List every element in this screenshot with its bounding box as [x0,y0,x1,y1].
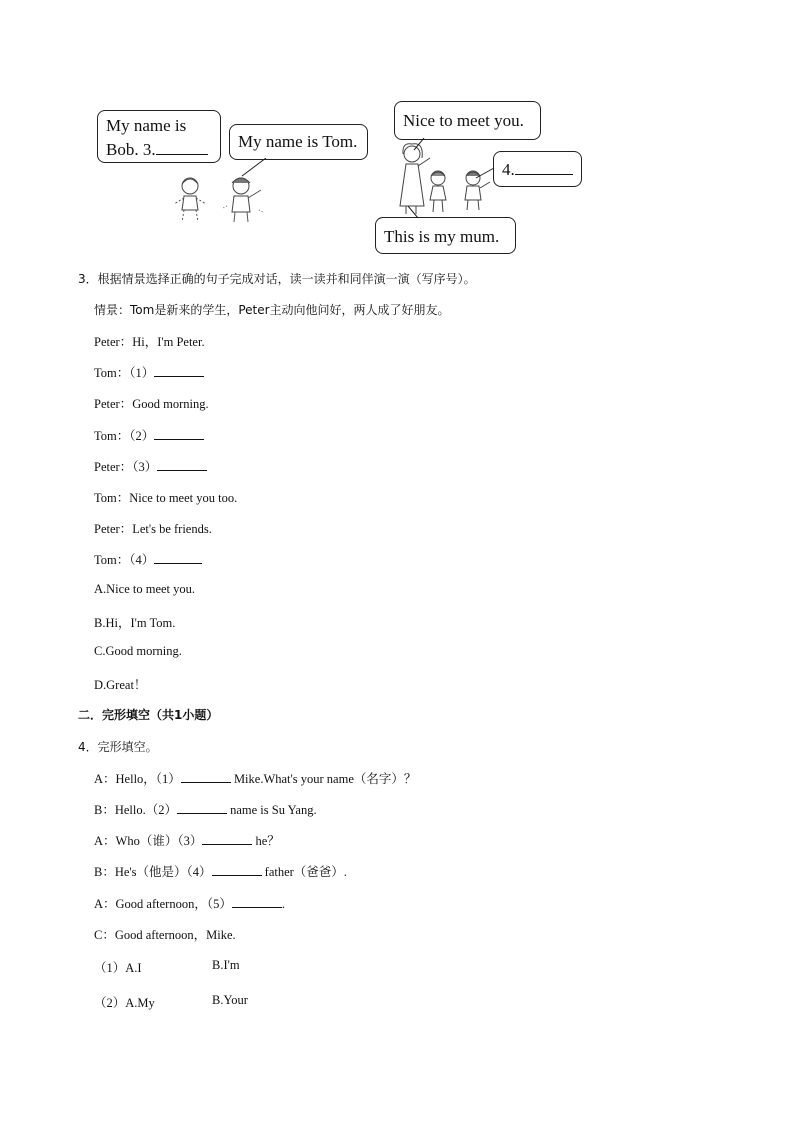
dialogue-line: Tom：（4） [94,550,202,568]
q4-heading: 4．完形填空。 [78,740,158,754]
choice-1a: （1）A.I [94,961,142,975]
pointer-line-four [474,166,496,180]
choice-row-2 [94,993,394,1011]
answer-blank[interactable] [157,458,207,471]
pointer-line-mum [404,206,424,220]
answer-blank[interactable] [202,832,252,845]
speech-bubble-tom [229,124,368,160]
dialogue-line: Tom：Nice to meet you too. [94,491,238,505]
choice-2b: B.Your [212,993,248,1007]
cloze-line: A：Hello，（1） Mike.What's your name（名字）？ [94,772,417,786]
pointer-line-tom [238,158,268,178]
answer-blank[interactable] [154,364,204,377]
bubble-mum-text: This is my mum. [384,227,500,246]
answer-blank[interactable] [154,551,202,564]
option-c: C.Good morning. [94,644,182,658]
q3-heading: 3．根据情景选择正确的句子完成对话，读一读并和同伴演一演（写序号）。 [78,272,476,286]
dialogue-line: Peter：Let's be friends. [94,522,212,536]
cloze-line: B：He's（他是）（4） father（爸爸）. [94,865,347,879]
q3-situation: 情景：Tom是新来的学生，Peter主动向他问好，两人成了好朋友。 [94,303,450,317]
answer-blank[interactable] [177,801,227,814]
choice-2a: （2）A.My [94,996,155,1010]
cloze-line: B：Hello.（2） name is Su Yang. [94,803,317,817]
answer-blank[interactable] [232,895,282,908]
bubble-bob-line1: My name is [106,116,187,135]
cloze-line: C：Good afternoon，Mike. [94,928,236,942]
option-d: D.Great！ [94,678,147,692]
speech-bubble-four [493,151,582,187]
dialogue-line: Peter：Good morning. [94,397,209,411]
bubble-bob-line2: Bob. 3. [106,138,212,162]
dialogue-line: Tom：（2） [94,426,204,444]
girl-figure [424,168,454,216]
option-b: B.Hi，I'm Tom. [94,616,176,630]
speech-bubble-nice [394,101,541,140]
bubble-four-text: 4. [502,160,515,179]
dialogue-line: Peter：Hi，I'm Peter. [94,335,205,349]
dialogue-line: Peter：（3） [94,457,207,475]
pointer-line-nice [410,138,430,152]
boy-figure-bob [168,174,214,226]
section-title: 二．完形填空（共1小题） [78,708,219,722]
answer-blank[interactable] [154,427,204,440]
answer-blank[interactable] [181,770,231,783]
option-a: A.Nice to meet you. [94,582,196,596]
bubble-nice-text: Nice to meet you. [403,111,524,130]
answer-blank[interactable] [212,863,262,876]
cloze-line: A：Who（谁）（3） he？ [94,834,280,848]
cloze-line: A：Good afternoon，（5） . [94,897,285,911]
speech-bubble-bob [97,110,221,163]
choice-row-1 [94,958,394,976]
speech-bubble-mum [375,217,516,254]
dialogue-line: Tom：（1） [94,363,204,381]
boy-figure-tom [219,174,269,226]
bubble-tom-text: My name is Tom. [238,132,358,151]
choice-1b: B.I'm [212,958,240,972]
